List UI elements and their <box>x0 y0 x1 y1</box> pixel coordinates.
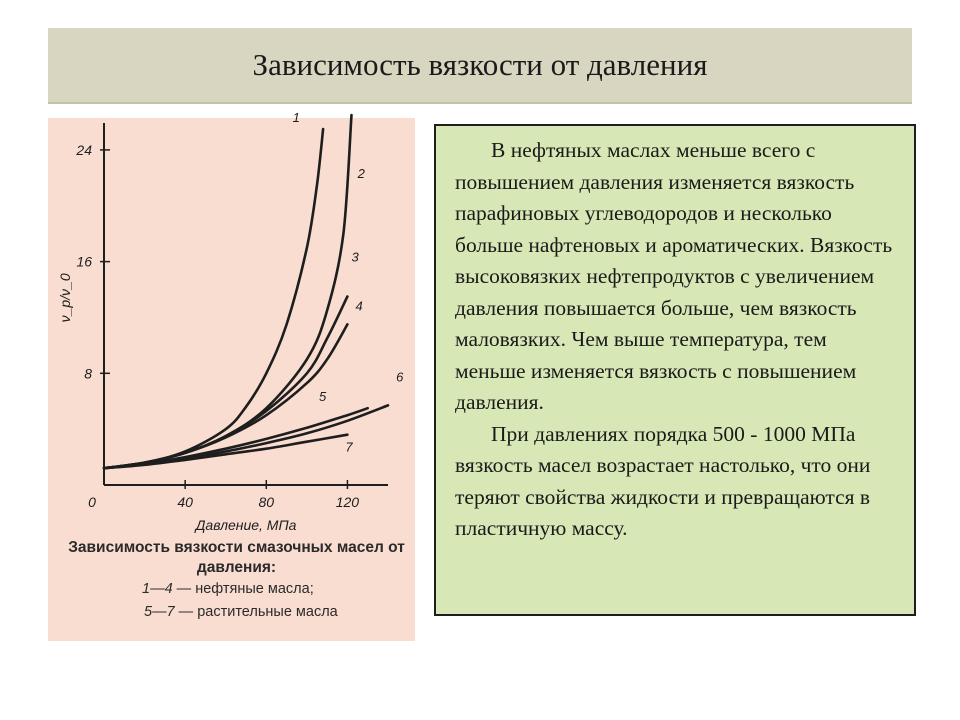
caption-ref-oil: 1—4 <box>142 581 173 597</box>
caption-ref-plant: 5—7 <box>144 604 175 620</box>
x-tick-label-40: 40 <box>177 494 193 510</box>
slide-title: Зависимость вязкости от давления <box>252 47 708 82</box>
series-line-3 <box>104 297 347 469</box>
series-line-2 <box>104 115 352 468</box>
curve-label-5: 5 <box>319 389 327 405</box>
series-line-1 <box>104 129 323 468</box>
title-bar <box>48 28 912 104</box>
curve-label-1: 1 <box>292 110 300 125</box>
y-tick-label-24: 24 <box>76 141 92 158</box>
x-tick-label-120: 120 <box>335 494 360 510</box>
caption-title: Зависимость вязкости смазочных масел от давления: <box>68 539 405 576</box>
curve-label-7: 7 <box>345 439 353 455</box>
figure-caption <box>48 538 415 624</box>
curve-label-6: 6 <box>396 369 404 385</box>
curve-label-3: 3 <box>351 249 359 265</box>
curve-label-2: 2 <box>357 165 365 181</box>
caption-legend-plant <box>48 601 415 624</box>
x-tick-label-80: 80 <box>258 494 275 510</box>
y-tick-label-8: 8 <box>84 365 92 382</box>
series-line-4 <box>104 324 347 468</box>
caption-legend-oil <box>48 578 415 601</box>
paragraph-1: В нефтяных маслах меньше всего с повышением давления изменяется вязкость парафиновых углеводородов и несколько больше нафтеновых и ароматических. Вязкость высоковязких нефтепродуктов с увеличением давления повышается больше, чем вязкость маловязких. Чем выше температура, тем меньше изменяется вязкость с повышением давления. <box>455 138 893 414</box>
viscosity-pressure-chart <box>48 110 415 538</box>
y-tick-label-16: 16 <box>76 253 92 270</box>
figure-panel <box>48 110 415 641</box>
x-tick-label-0: 0 <box>88 494 96 510</box>
y-axis-label: ν_p/ν_0 <box>57 273 73 323</box>
caption-text-oil: — нефтяные масла; <box>172 581 314 597</box>
description-box <box>434 124 916 616</box>
x-axis-label: Давление, МПа <box>195 517 297 533</box>
paragraph-2: При давлениях порядка 500 - 1000 МПа вязкость масел возрастает настолько, что они теряют свойства жидкости и превращаются в пластичную массу. <box>455 421 871 540</box>
curve-label-4: 4 <box>355 298 363 314</box>
caption-text-plant: — растительные масла <box>174 604 338 620</box>
